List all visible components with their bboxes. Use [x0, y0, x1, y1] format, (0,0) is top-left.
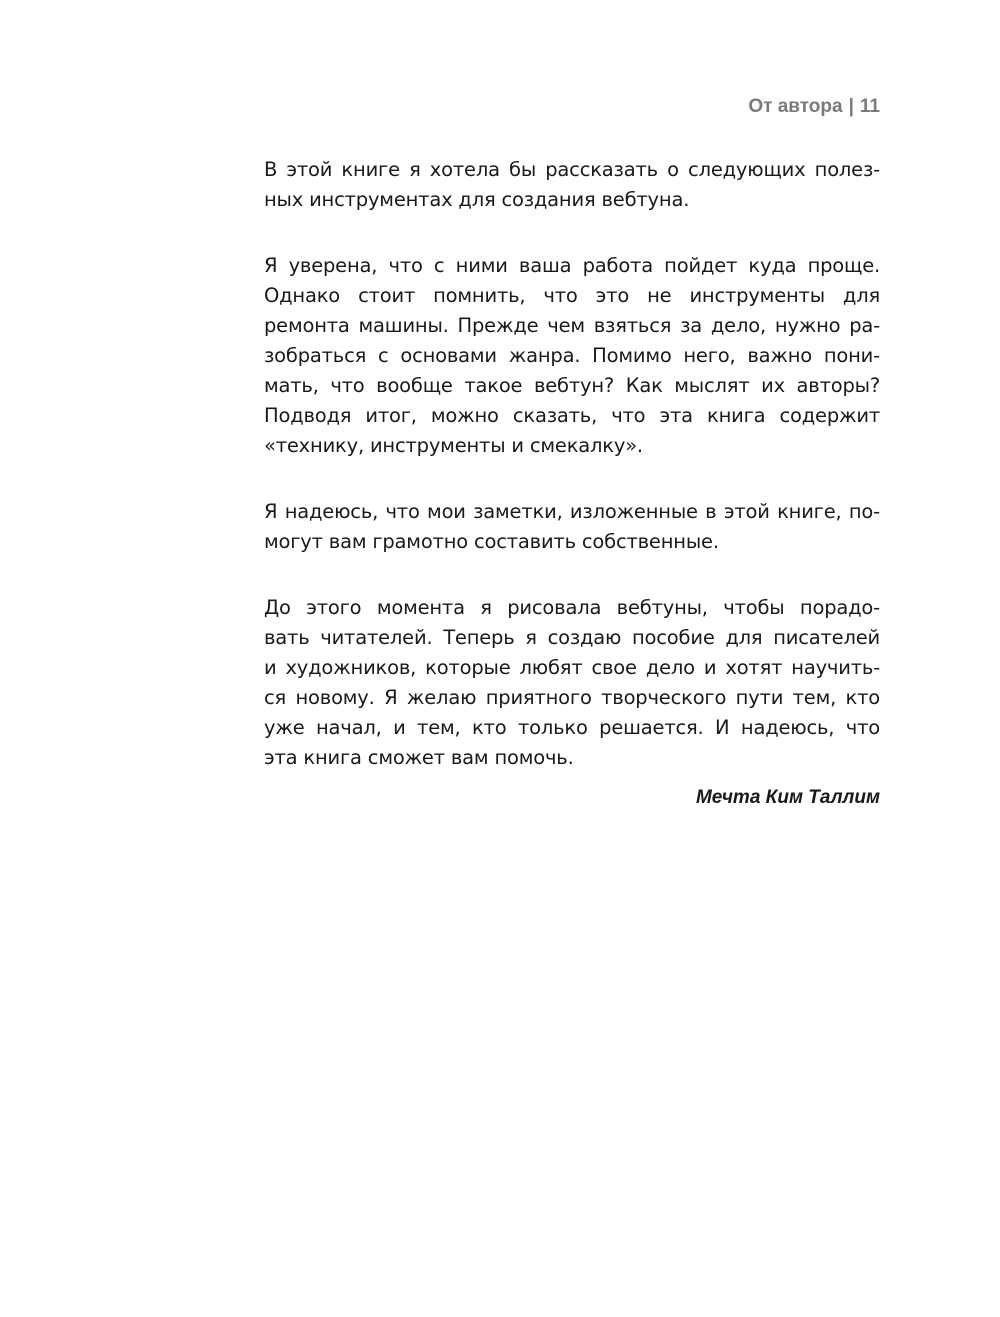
paragraph: [264, 251, 880, 461]
text-line: вать читателей. Теперь я создаю пособие для писателей: [264, 626, 880, 649]
text-line: Однако стоит помнить, что это не инструменты для: [264, 284, 880, 307]
paragraph: [264, 155, 880, 215]
paragraph: [264, 593, 880, 773]
text-line: ремонта машины. Прежде чем взяться за дело, нужно ра-: [264, 314, 880, 337]
text-line: «технику, инструменты и смекалку».: [264, 434, 643, 457]
body-text: [264, 155, 880, 809]
section-title: От автора: [748, 96, 843, 117]
text-line: ся новому. Я желаю приятного творческого пути тем, кто: [264, 686, 880, 709]
text-line: До этого момента я рисовала вебтуны, чтобы порадо-: [264, 596, 880, 619]
header-separator: |: [848, 96, 854, 117]
text-line: зобраться с основами жанра. Помимо него, важно пони-: [264, 344, 880, 367]
text-line: ных инструментах для создания вебтуна.: [264, 188, 690, 211]
text-line: эта книга сможет вам помочь.: [264, 746, 574, 769]
text-line: В этой книге я хотела бы рассказать о следующих полез-: [264, 158, 880, 181]
text-line: мать, что вообще такое вебтун? Как мыслят их авторы?: [264, 374, 880, 397]
text-line: Я уверена, что с ними ваша работа пойдет куда проще.: [264, 254, 880, 277]
text-line: могут вам грамотно составить собственные.: [264, 530, 719, 553]
running-header: [748, 96, 880, 118]
page-number: 11: [859, 96, 880, 117]
text-line: уже начал, и тем, кто только решается. И надеюсь, что: [264, 716, 880, 739]
text-line: Подводя итог, можно сказать, что эта книга содержит: [264, 404, 880, 427]
text-line: и художников, которые любят свое дело и хотят научить-: [264, 656, 880, 679]
paragraph: [264, 497, 880, 557]
text-line: Я надеюсь, что мои заметки, изложенные в этой книге, по-: [264, 500, 880, 523]
author-signature: Мечта Ким Таллим: [695, 787, 880, 808]
